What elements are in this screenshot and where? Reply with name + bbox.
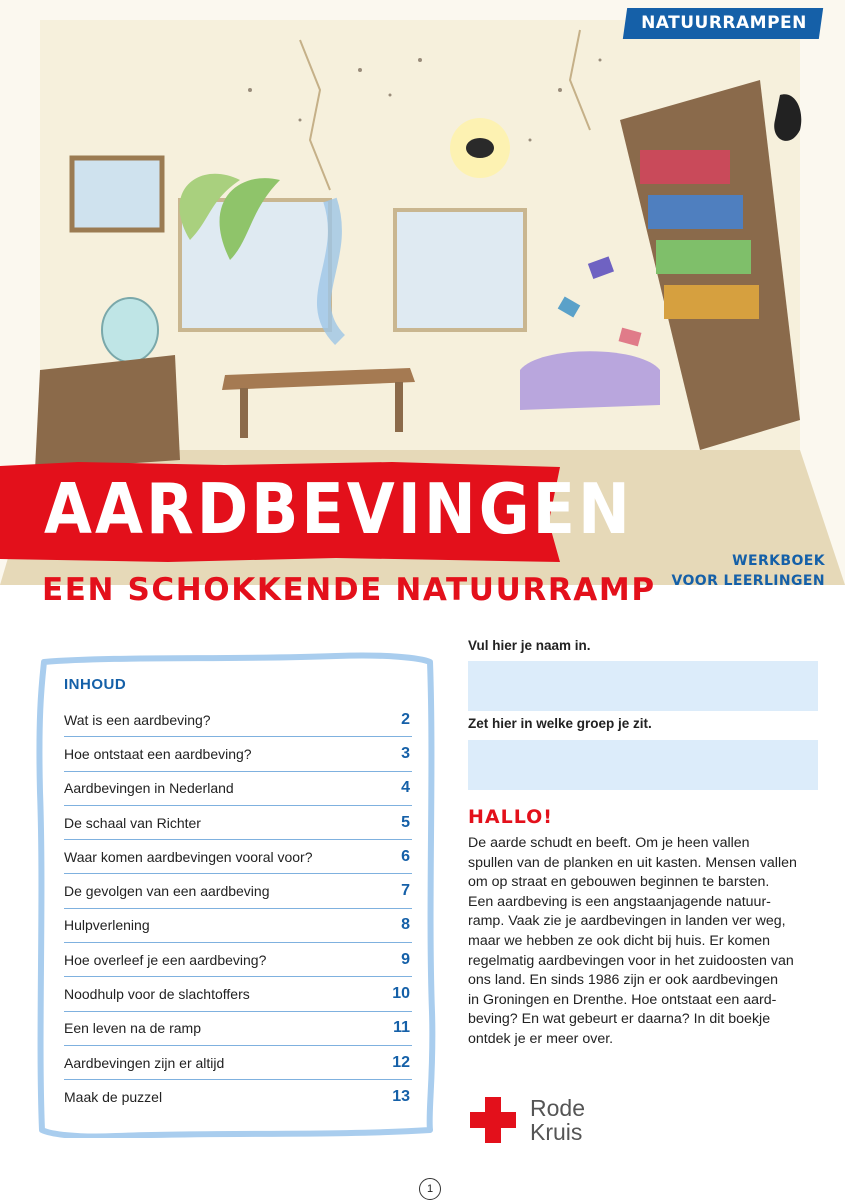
toc-item[interactable] xyxy=(64,874,412,908)
toc-item-page: 9 xyxy=(401,950,410,968)
category-tag: NATUURRAMPEN xyxy=(623,8,823,39)
rode-kruis-logo xyxy=(470,1096,585,1144)
toc-item-page: 7 xyxy=(401,882,410,900)
toc-item-page: 10 xyxy=(392,985,410,1003)
toc-item-label: De schaal van Richter xyxy=(64,814,201,831)
intro-text: De aarde schudt en beeft. Om je heen vallen spullen van de planken en uit kasten. Mensen vallen om op straat en gebouwen beginnen te barsten. Een aardbeving is een angstaanjagende natuur- ramp. Vaak zie je aardbevingen in landen ver weg, maar we hebben ze ook dicht bij huis. Er komen regelmatig aardbevingen voor in het zuidoosten van ons land. En sinds 1986 zijn er ook aardbevingen in Groningen en Drenthe. Hoe ontstaat een aard- beving? En wat gebeurt er daarna? In dit boekje ontdek je er meer over. xyxy=(468,835,797,1047)
name-field-label: Vul hier je naam in. xyxy=(468,638,591,653)
toc-item-label: Aardbevingen in Nederland xyxy=(64,780,234,797)
toc-item-page: 4 xyxy=(401,779,410,797)
toc-item[interactable] xyxy=(64,1012,412,1046)
red-cross-icon xyxy=(470,1097,516,1143)
toc-item-page: 13 xyxy=(392,1088,410,1106)
toc-item-page: 2 xyxy=(401,710,410,728)
toc-item-label: Wat is een aardbeving? xyxy=(64,711,211,728)
page-title: AARDBEVINGEN xyxy=(44,468,633,550)
toc-item[interactable] xyxy=(64,909,412,943)
workbook-label-line1: WERKBOEK xyxy=(732,553,825,569)
logo-text xyxy=(530,1096,585,1144)
toc-item-label: Een leven na de ramp xyxy=(64,1020,201,1037)
toc-item-page: 12 xyxy=(392,1053,410,1071)
toc-item[interactable] xyxy=(64,977,412,1011)
toc-item-label: Hulpverlening xyxy=(64,917,150,934)
workbook-label xyxy=(672,551,826,591)
workbook-label-line2: VOOR LEERLINGEN xyxy=(671,573,825,589)
toc-item[interactable] xyxy=(64,1046,412,1080)
logo-text-line1: Rode xyxy=(530,1095,585,1121)
toc-item[interactable] xyxy=(64,737,412,771)
toc-item-page: 5 xyxy=(401,813,410,831)
group-field[interactable] xyxy=(468,740,818,790)
group-field-label: Zet hier in welke groep je zit. xyxy=(468,716,652,731)
toc-item[interactable] xyxy=(64,772,412,806)
toc-item-label: Maak de puzzel xyxy=(64,1089,163,1106)
toc-item-label: Noodhulp voor de slachtoffers xyxy=(64,986,250,1003)
toc-item-label: Aardbevingen zijn er altijd xyxy=(64,1054,225,1071)
table-of-contents xyxy=(64,674,412,1115)
toc-item[interactable] xyxy=(64,1080,412,1114)
toc-item[interactable] xyxy=(64,806,412,840)
toc-item-label: Waar komen aardbevingen vooral voor? xyxy=(64,848,313,865)
toc-item-page: 3 xyxy=(401,744,410,762)
toc-item[interactable] xyxy=(64,703,412,737)
toc-item-page: 11 xyxy=(393,1019,410,1037)
toc-item-label: Hoe overleef je een aardbeving? xyxy=(64,951,267,968)
page-subtitle: EEN SCHOKKENDE NATUURRAMP xyxy=(42,572,656,608)
toc-item[interactable] xyxy=(64,943,412,977)
toc-item-label: De gevolgen van een aardbeving xyxy=(64,883,270,900)
toc-item-page: 8 xyxy=(401,916,410,934)
toc-heading: INHOUD xyxy=(64,676,127,693)
name-field[interactable] xyxy=(468,661,818,711)
toc-item[interactable] xyxy=(64,840,412,874)
toc-item-label: Hoe ontstaat een aardbeving? xyxy=(64,745,252,762)
page-number: 1 xyxy=(419,1178,441,1200)
intro-heading: HALLO! xyxy=(468,806,553,828)
logo-text-line2: Kruis xyxy=(530,1119,583,1145)
toc-item-page: 6 xyxy=(401,847,410,865)
